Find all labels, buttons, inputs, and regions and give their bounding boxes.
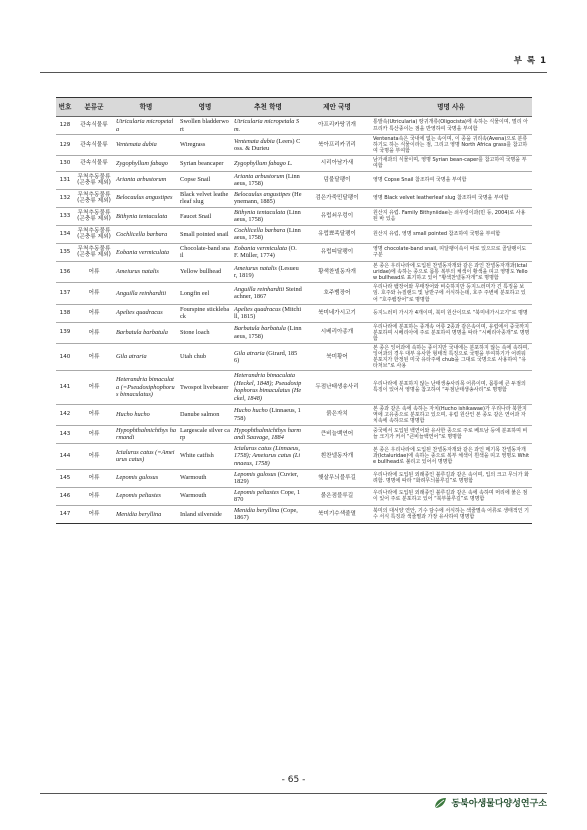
recommended-authority: (Lesueur, 1819) [234,264,299,280]
cell-scientific-name: Zygophyllum fabago [114,156,178,171]
column-header: 번호 [56,98,74,117]
leaf-logo-icon [433,797,447,809]
cell-english-name: Fourspine stickleback [178,304,232,322]
cell-naming-reason: 북미의 대서양 연안, 기수 담수에 서식하는 색줄멸속 어류로 생태적인 기수 서식 특징과 색줄멸과 가장 유사하여 명명함 [370,505,532,523]
cell-scientific-name: Anguilla reinhardtii [114,283,178,304]
cell-number: 129 [56,135,74,156]
recommended-name-text: Barbatula barbatula [234,325,286,333]
cell-naming-reason: 남가새과의 식물이며, 영명 Syrian bean-caper를 참고하여 국명을 부여함 [370,156,532,171]
page-number: - 65 - [281,775,306,785]
recommended-authority: (Linnaeus, 1758) [234,325,302,340]
recommended-name-text: Gila atraria [234,349,265,357]
cell-taxon-group: 어류 [74,443,114,469]
cell-naming-reason: 중국에서 도입된 백연어와 유사한 종으로 주로 베트남 등에 분포하며 비늘 크기가 커서 “큰비늘백연어”로 명명함 [370,425,532,443]
cell-recommended-name [232,425,304,443]
cell-number: 139 [56,322,74,343]
cell-number: 142 [56,404,74,425]
cell-taxon-group: 어류 [74,371,114,404]
recommended-authority: (Linnaeus, 1758) [234,407,301,422]
cell-proposed-korean-name: 붉은점블루길 [304,487,370,505]
cell-recommended-name [232,304,304,322]
cell-recommended-name [232,135,304,156]
cell-scientific-name: Barbatula barbatula [114,322,178,343]
cell-naming-reason: 본 종과 같은 속에 속하는 자치(Hucho ishikawae)가 우리나라 북한지역에 고유종으로 분포하고 있으며, 유럽 원산인 본 종도 같은 연어과 자치속에 속하므로 명명함 [370,404,532,425]
cell-english-name: Swollen bladderwort [178,117,232,135]
table-row [56,135,532,156]
cell-recommended-name [232,171,304,189]
cell-proposed-korean-name: 유럽쇠우렁이 [304,207,370,225]
recommended-authority: (Linnaeus, 1758) [234,226,301,242]
cell-proposed-korean-name: 붉은자치 [304,404,370,425]
cell-naming-reason: 영명 Black velvet leatherleaf slug 참조하여 국명을 부여함 [370,189,532,207]
recommended-authority: (Leers) Coss. & Durieu [234,137,301,153]
recommended-name-text: Bithynia tentaculata [234,208,286,216]
cell-proposed-korean-name: 햇살무늬블루길 [304,469,370,487]
cell-naming-reason: 원산지 유럽. Family Bithyniidae는 쇠우렁이과(민 등, 2004)로 사용된 바 있음 [370,207,532,225]
org-name: 동북아생물다양성연구소 [451,799,547,809]
cell-naming-reason: 우리나라에 도입된 외래종인 블루길과 같은 속이며, 입의 크고 무늬가 화려함. 명명에 따라 “화려무늬블루길”로 명명함 [370,469,532,487]
recommended-authority: (Heynemann, 1885) [234,190,302,206]
cell-taxon-group: 어류 [74,487,114,505]
cell-number: 147 [56,505,74,523]
cell-number: 141 [56,371,74,404]
cell-proposed-korean-name: 검은가죽민달팽이 [304,189,370,207]
cell-taxon-group: 어류 [74,343,114,370]
cell-number: 135 [56,243,74,261]
table-row [56,171,532,189]
column-header: 제안 국명 [304,98,370,117]
column-header: 영명 [178,98,232,117]
recommended-authority: (Girard, 1856) [234,349,298,365]
recommended-name-text: Apeltes quadracus [234,305,281,313]
recommended-authority: (Cuvier, 1829) [234,470,299,486]
recommended-authority: (O. F. Müller, 1774) [234,244,297,260]
cell-number: 140 [56,343,74,370]
recommended-name-text: Cochlicella barbara [234,226,286,234]
cell-naming-reason: 본 종은 잉어과에 속하는 종이지만 국내에는 분포하지 않는 속에 속하며, 잉어과의 경우 대부 유사한 형태적 특징으로 국명을 부여하기가 어려워 분포지가 한정된 미국 유타주에 chub을 그대로 국명으로 사용하여 “유타처브”로 사용 [370,343,532,370]
cell-taxon-group: 무척추동물류(곤충류 제외) [74,225,114,243]
table-row [56,404,532,425]
cell-taxon-group: 관속식물류 [74,135,114,156]
cell-recommended-name [232,487,304,505]
table-row [56,425,532,443]
cell-taxon-group: 어류 [74,469,114,487]
recommended-name-text: Lepomis gulosus [234,470,277,478]
cell-naming-reason: 등지느러미 가시가 4개이며, 북미 원산이므로 “북미네가시고기”로 명명 [370,304,532,322]
cell-proposed-korean-name: 북아프리카귀리 [304,135,370,156]
table-row [56,469,532,487]
cell-naming-reason: 우리나라 뱀장어와 무태장어와 비슷하지만 등지느러미가 긴 특징을 보임. 호주와 뉴질랜드 및 남반구에 서식하는데, 호주 주변에 분포하고 있어 “호주뱀장어”로 명명함 [370,283,532,304]
cell-proposed-korean-name: 시리아남가새 [304,156,370,171]
cell-english-name: Chocolate-band snail [178,243,232,261]
recommended-authority: (Cope, 1867) [234,506,298,522]
cell-english-name: Small pointed snail [178,225,232,243]
table-row [56,189,532,207]
cell-recommended-name [232,505,304,523]
recommended-name-text: Ameiurus natalis [234,264,277,272]
recommended-name-text: Ventenata dubia [234,137,275,145]
cell-number: 128 [56,117,74,135]
cell-scientific-name: Bithynia tentaculata [114,207,178,225]
cell-naming-reason: 원산지 유럽, 영명 small pointed 참조하여 국명을 부여함 [370,225,532,243]
table-header-row [56,98,532,117]
cell-taxon-group: 어류 [74,425,114,443]
cell-taxon-group: 어류 [74,283,114,304]
footer-divider [40,793,547,794]
cell-proposed-korean-name: 시베리아종개 [304,322,370,343]
recommended-name-text: Heterandria bimaculata (Heckel, 1848); Pseudoxiphophorus bimaculatus (Heckel, 1848) [234,372,302,402]
table-row [56,262,532,283]
table-row [56,156,532,171]
cell-proposed-korean-name: 아프리카땅귀개 [304,117,370,135]
cell-recommended-name [232,443,304,469]
cell-recommended-name [232,225,304,243]
cell-english-name: Yellow bullhead [178,262,232,283]
cell-recommended-name [232,243,304,261]
recommended-name-text: Anguilla reinhardtii [234,285,285,293]
cell-naming-reason: 본 종은 우리나라에 도입된 찬넬동자개와 같은 과인 찬넬동자개과(Ictaluridae)에 속하는 종으로 몸통 복부의 체색이 황색을 띠고 영명도 Yellow bullhead로 표기하고 있어 “황색찬넬동자개”로 명명함 [370,262,532,283]
cell-naming-reason: 영명 chocolate-band snail, 띠달팽이속이 따로 있으므로 골달팽이도 구분 [370,243,532,261]
cell-naming-reason: 우리나라에 분포하는 종개속 어류 2종과 같은속이며, 유럽에서 중국까지 분포하며 시베리아에 주로 분포하여 명명을 따라 “시베리아종개”로 명명함 [370,322,532,343]
table-row [56,322,532,343]
cell-recommended-name [232,207,304,225]
cell-taxon-group: 어류 [74,304,114,322]
cell-recommended-name [232,189,304,207]
cell-recommended-name [232,371,304,404]
cell-english-name: Syrian beancaper [178,156,232,171]
cell-scientific-name: Hypophthalmichthys harmandi [114,425,178,443]
cell-recommended-name [232,117,304,135]
recommended-name-text: Hypophthalmichthys harmandi Sauvage, 1884 [234,426,301,442]
cell-number: 130 [56,156,74,171]
recommended-name-text: Zygophyllum fabago L. [234,159,293,167]
cell-number: 138 [56,304,74,322]
table-row [56,304,532,322]
cell-english-name: Utah chub [178,343,232,370]
cell-number: 145 [56,469,74,487]
cell-english-name: Longfin eel [178,283,232,304]
table-row [56,225,532,243]
cell-english-name: Faucet Snail [178,207,232,225]
cell-taxon-group: 어류 [74,322,114,343]
column-header: 명명 사유 [370,98,532,117]
cell-proposed-korean-name: 북미기수색줄멸 [304,505,370,523]
cell-proposed-korean-name: 북미네가시고기 [304,304,370,322]
cell-proposed-korean-name: 두점난태생송사리 [304,371,370,404]
cell-proposed-korean-name: 황색찬넬동자개 [304,262,370,283]
recommended-name-text: Menidia beryllina [234,506,280,514]
cell-naming-reason: 우리나라에 분포하지 않는 난태생송사리목 어류이며, 몸통에 큰 두점의 특징이 있어서 영명을 참고하여 “두점난태생송사리”로 명명함 [370,371,532,404]
recommended-name-text: Lepomis peltastes [234,488,279,496]
cell-english-name: Inland silverside [178,505,232,523]
cell-recommended-name [232,343,304,370]
cell-proposed-korean-name: 유럽띠달팽이 [304,243,370,261]
cell-scientific-name: Apeltes quadracus [114,304,178,322]
species-table-container [56,97,532,524]
cell-scientific-name: Belocaulus angustipes [114,189,178,207]
cell-taxon-group: 관속식물류 [74,117,114,135]
recommended-authority: Cope, 1870 [234,488,301,504]
header-divider [40,72,547,73]
cell-scientific-name: Gila atraria [114,343,178,370]
recommended-authority: Steindachner, 1867 [234,285,302,301]
cell-scientific-name: Cochlicella barbara [114,225,178,243]
cell-recommended-name [232,156,304,171]
recommended-name-text: Arianta arbustorum [234,172,285,180]
cell-taxon-group: 어류 [74,505,114,523]
cell-proposed-korean-name: 호주뱀장어 [304,283,370,304]
table-row [56,343,532,370]
cell-english-name: Warmouth [178,487,232,505]
cell-number: 136 [56,262,74,283]
column-header: 추천 학명 [232,98,304,117]
table-row [56,283,532,304]
cell-scientific-name: Hucho hucho [114,404,178,425]
recommended-authority: (Mitchill, 1815) [234,305,302,321]
cell-scientific-name: Heterandria bimaculata (=Pseudoxiphophorus bimaculatus) [114,371,178,404]
table-body [56,117,532,524]
cell-number: 133 [56,207,74,225]
cell-proposed-korean-name: 흰찬넬동자개 [304,443,370,469]
table-row [56,243,532,261]
cell-scientific-name: Ventenata dubia [114,135,178,156]
recommended-authority: (Linnaeus, 1758) [234,208,301,224]
cell-english-name: Wiregrass [178,135,232,156]
cell-recommended-name [232,283,304,304]
cell-taxon-group: 무척추동물류(곤충류 제외) [74,243,114,261]
cell-proposed-korean-name: 큰비늘백연어 [304,425,370,443]
cell-taxon-group: 무척추동물류(곤충류 제외) [74,189,114,207]
table-row [56,207,532,225]
cell-english-name: Warmouth [178,469,232,487]
cell-english-name: Largescale silver carp [178,425,232,443]
recommended-name-text: Ictalurus catus (Linnaeus, 1758); Ameiurus catus (Linnaeus, 1758) [234,444,301,467]
cell-scientific-name: Arianta arbustorum [114,171,178,189]
cell-scientific-name: Ameiurus natalis [114,262,178,283]
section-label: 부 록 1 [513,56,547,66]
cell-scientific-name: Utricularia micropetala [114,117,178,135]
table-row [56,505,532,523]
org-logo [433,796,547,809]
cell-number: 137 [56,283,74,304]
cell-english-name: White catfish [178,443,232,469]
table-row [56,487,532,505]
cell-scientific-name: Lepomis peltastes [114,487,178,505]
cell-recommended-name [232,322,304,343]
cell-number: 131 [56,171,74,189]
recommended-authority: (Linnaeus, 1758) [234,172,300,188]
column-header: 학명 [114,98,178,117]
cell-recommended-name [232,469,304,487]
table-row [56,371,532,404]
column-header: 분류군 [74,98,114,117]
recommended-name-text: Belocaulus angustipes [234,190,291,198]
cell-naming-reason: 통발속(Utricularia) 땅귀개류(Oligocista)에 속하는 식물이며, 멀리 아프리카 특산종이는 점을 반영하여 국명을 부여함 [370,117,532,135]
cell-number: 146 [56,487,74,505]
cell-number: 134 [56,225,74,243]
cell-taxon-group: 어류 [74,404,114,425]
cell-proposed-korean-name: 유럽뾰족달팽이 [304,225,370,243]
cell-taxon-group: 무척추동물류(곤충류 제외) [74,207,114,225]
cell-english-name: Black velvet leatherleaf slug [178,189,232,207]
recommended-name-text: Hucho hucho [234,407,268,415]
cell-taxon-group: 어류 [74,262,114,283]
species-name-table [56,97,532,524]
cell-taxon-group: 관속식물류 [74,156,114,171]
cell-scientific-name: Lepomis gulosus [114,469,178,487]
cell-proposed-korean-name: 덤불달팽이 [304,171,370,189]
table-row [56,443,532,469]
cell-number: 144 [56,443,74,469]
cell-naming-reason: Ventenata속은 국내에 없는 속이며, 이 종을 귀리속(Avena)으로 분류하기도 하는 식물이라는 점, 그리고 영명 North Africa grass를 참고하여 국명을 부여함 [370,135,532,156]
recommended-name-text: Eobania vermiculata [234,244,287,252]
cell-english-name: Twospot livebearer [178,371,232,404]
recommended-name-text: Utricularia micropetala Sm. [234,118,300,133]
cell-english-name: Copse Snail [178,171,232,189]
cell-english-name: Danube salmon [178,404,232,425]
cell-naming-reason: 영명 Copse Snail 참조하여 국명을 부여함 [370,171,532,189]
cell-recommended-name [232,404,304,425]
table-row [56,117,532,135]
cell-taxon-group: 무척추동물류(곤충류 제외) [74,171,114,189]
cell-scientific-name: Menidia beryllina [114,505,178,523]
cell-scientific-name: Eobania vermiculata [114,243,178,261]
cell-recommended-name [232,262,304,283]
cell-number: 143 [56,425,74,443]
cell-naming-reason: 본 종은 우리나라에 도입된 찬넬동자개와 같은 과인 메기목 찬넬동자개과(Ictaluridae)에 속하는 종으로 복부 체색이 흰색을 띠고 영명도 White bullhead로 불리고 있어서 명명함 [370,443,532,469]
cell-naming-reason: 우리나라에 도입된 외래종인 블루길과 같은 속에 속하며 머리에 붉은 점이 있어 주로 분포하고 있어 “북부블루길”로 명명함 [370,487,532,505]
cell-english-name: Stone loach [178,322,232,343]
cell-proposed-korean-name: 북미황어 [304,343,370,370]
cell-scientific-name: Ictalurus catus (=Ameiurus catus) [114,443,178,469]
cell-number: 132 [56,189,74,207]
